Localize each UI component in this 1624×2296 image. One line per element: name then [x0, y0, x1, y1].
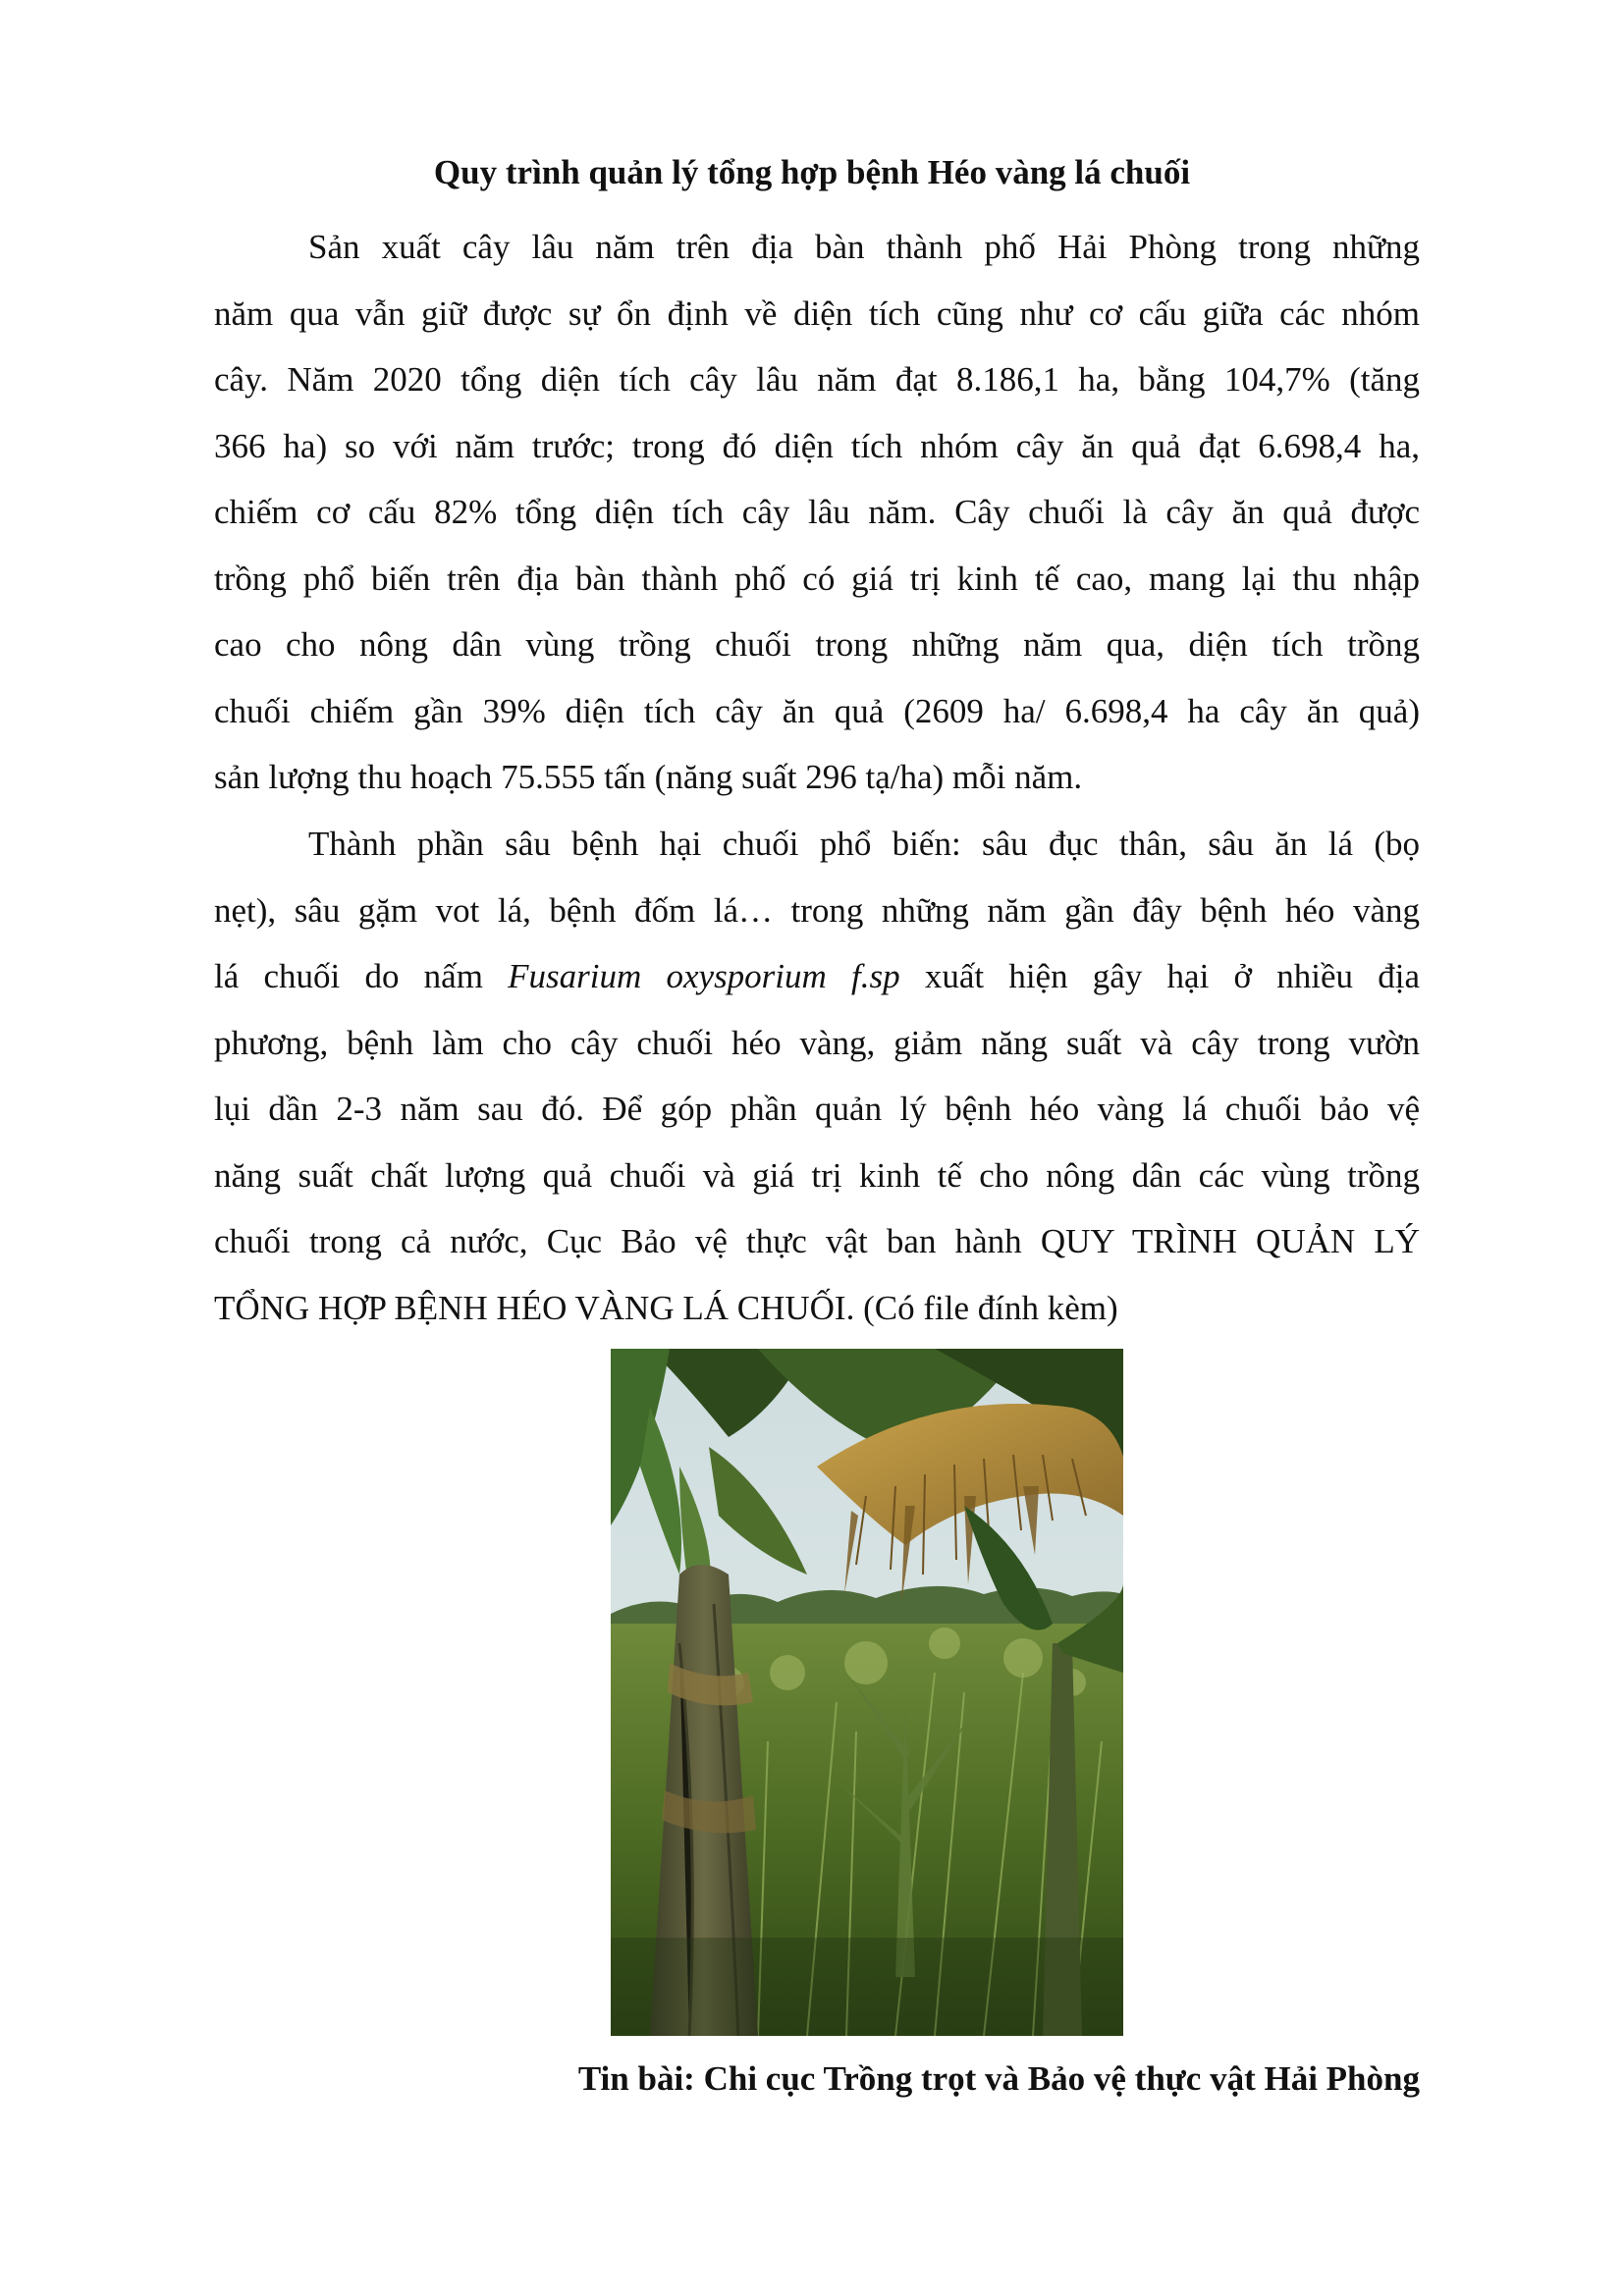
banana-plant-photo-illustration: [611, 1349, 1123, 2036]
text-line: trồng phổ biến trên địa bàn thành phố có giá trị kinh tế cao, mang lại thu nhập: [214, 559, 1420, 598]
text-line: năm qua vẫn giữ được sự ổn định về diện tích cũng như cơ cấu giữa các nhóm: [214, 294, 1420, 333]
species-name: Fusarium oxysporium f.sp: [508, 957, 900, 995]
paragraph-pests: [214, 811, 1420, 1341]
text-line-with-species: [214, 943, 1420, 1010]
text-segment: lá chuối do nấm: [214, 957, 509, 995]
text-line: năng suất chất lượng quả chuối và giá trị kinh tế cho nông dân các vùng trồng: [214, 1155, 1420, 1195]
text-line: Sản xuất cây lâu năm trên địa bàn thành phố Hải Phòng trong những: [308, 228, 1420, 266]
article-credit: Tin bài: Chi cục Trồng trọt và Bảo vệ thực vật Hải Phòng: [577, 2059, 1420, 2098]
text-line: cây. Năm 2020 tổng diện tích cây lâu năm đạt 8.186,1 ha, bằng 104,7% (tăng: [214, 360, 1420, 399]
text-line: lụi dần 2-3 năm sau đó. Để góp phần quản lý bệnh héo vàng lá chuối bảo vệ: [214, 1090, 1420, 1128]
text-line: chiếm cơ cấu 82% tổng diện tích cây lâu năm. Cây chuối là cây ăn quả được: [214, 493, 1420, 531]
text-line: chuối chiếm gần 39% diện tích cây ăn quả (2609 ha/ 6.698,4 ha cây ăn quả): [214, 691, 1420, 730]
document-title: Quy trình quản lý tổng hợp bệnh Héo vàng lá chuối: [433, 153, 1191, 191]
text-line: sản lượng thu hoạch 75.555 tấn (năng suất 296 tạ/ha) mỗi năm.: [214, 758, 1083, 796]
text-segment: xuất hiện gây hại ở nhiều địa: [899, 957, 1420, 995]
text-line: nẹt), sâu gặm vot lá, bệnh đốm lá… trong những năm gần đây bệnh héo vàng: [214, 890, 1420, 930]
text-line: phương, bệnh làm cho cây chuối héo vàng, giảm năng suất và cây trong vườn: [214, 1023, 1420, 1062]
text-line: TỔNG HỢP BỆNH HÉO VÀNG LÁ CHUỐI. (Có file đính kèm): [214, 1288, 1118, 1327]
text-line: chuối trong cả nước, Cục Bảo vệ thực vật ban hành QUY TRÌNH QUẢN LÝ: [214, 1222, 1420, 1260]
text-line: Thành phần sâu bệnh hại chuối phổ biến: sâu đục thân, sâu ăn lá (bọ: [308, 825, 1420, 863]
paragraph-production: [214, 214, 1420, 811]
banana-plant-photo: [611, 1349, 1123, 2036]
text-line: cao cho nông dân vùng trồng chuối trong những năm qua, diện tích trồng: [214, 625, 1420, 664]
text-line: 366 ha) so với năm trước; trong đó diện tích nhóm cây ăn quả đạt 6.698,4 ha,: [214, 426, 1420, 465]
